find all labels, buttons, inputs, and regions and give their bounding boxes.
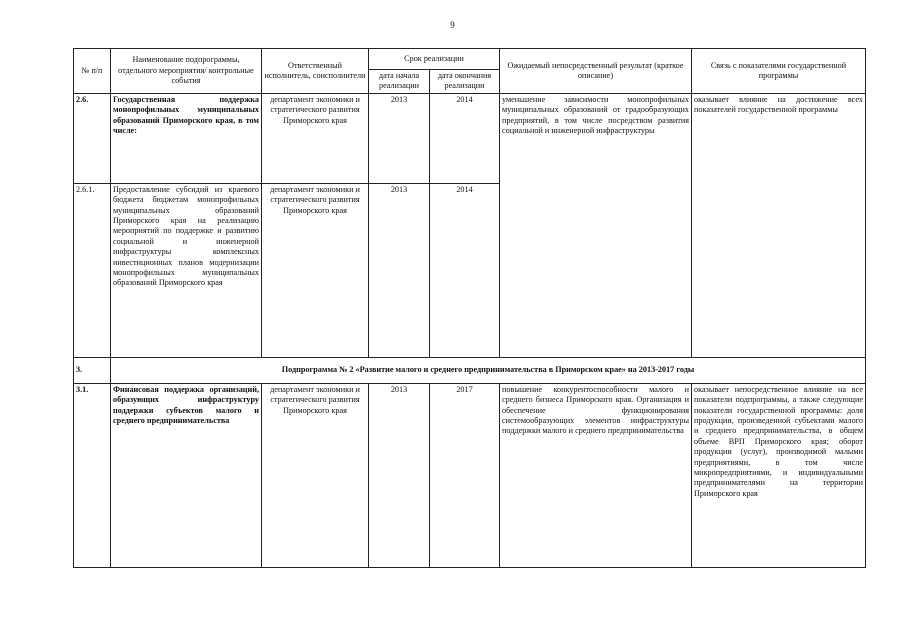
header-start: дата начала реализации [369,70,430,94]
row-end: 2014 [430,93,500,183]
row-num: 2.6. [74,93,111,183]
row-name: Предоставление субсидий из краевого бюджета бюджетам монопрофильных муниципальных образований Приморского края на реализацию мероприятий по поддержке и развитию социальной и инженерной инфраструктуры комплексных инвестиционных планов модернизации монопрофильных муниципальных образований Приморского края [111,183,262,357]
subprogram-title: Подпрограмма № 2 «Развитие малого и среднего предпринимательства в Приморском крае» на 2013-2017 годы [111,357,866,383]
row-start: 2013 [369,383,430,567]
row-start: 2013 [369,183,430,357]
row-link: оказывает непосредственное влияние на все показатели подпрограммы, а также следующие показатели государственной программы: доля продукции, произведенной субъектами малого и среднего предпринимательства, в общем объеме ВРП Приморского края; оборот продукции (услуг), производимой малыми предприятиями, в том числе микропредприятиями, и индивидуальными предпринимателями на территории Приморского края [692,383,866,567]
table-row [74,93,866,183]
header-link: Связь с показателями государственной программы [692,49,866,94]
header-result: Ожидаемый непосредственный результат (краткое описание) [500,49,692,94]
row-name: Государственная поддержка монопрофильных муниципальных образований Приморского края, в том числе: [111,93,262,183]
row-responsible: департамент экономики и стратегического развития Приморского края [262,183,369,357]
subprogram-row [74,357,866,383]
table-row [74,383,866,567]
row-num: 2.6.1. [74,183,111,357]
row-responsible: департамент экономики и стратегического развития Приморского края [262,383,369,567]
header-row [74,49,866,70]
row-start: 2013 [369,93,430,183]
header-term: Срок реализации [369,49,500,70]
header-num: № п/п [74,49,111,94]
row-num: 3. [74,357,111,383]
header-name: Наименование подпрограммы, отдельного мероприятия/ контрольные события [111,49,262,94]
page-number: 9 [450,20,455,30]
row-name: Финансовая поддержка организаций, образующих инфраструктуру поддержки субъектов малого и среднего предпринимательства [111,383,262,567]
row-responsible: департамент экономики и стратегического развития Приморского края [262,93,369,183]
program-events-table [73,48,866,568]
header-responsible: Ответственный исполнитель, соисполнители [262,49,369,94]
row-result: повышение конкурентоспособности малого и среднего бизнеса Приморского края. Организация и обеспечение функционирования системообразующих элементов инфраструктуры поддержки малого и среднего предпринимательства [500,383,692,567]
row-result: уменьшение зависимости монопрофильных муниципальных образований от градообразующих предприятий, в том числе посредством развития социальной и инженерной инфраструктуры [500,93,692,357]
row-num: 3.1. [74,383,111,567]
row-end: 2017 [430,383,500,567]
row-link: оказывает влияние на достижение всех показателей государственной программы [692,93,866,357]
row-end: 2014 [430,183,500,357]
header-end: дата окончания реализации [430,70,500,94]
